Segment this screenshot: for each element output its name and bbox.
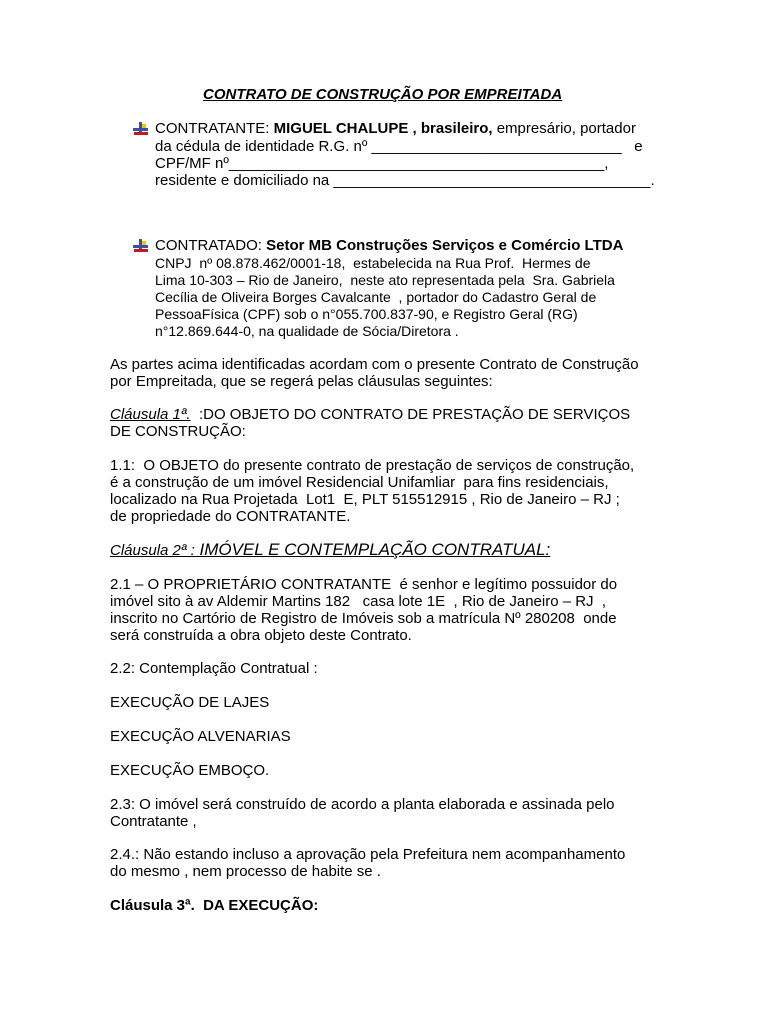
- clausula-1-para-2: é a construção de um imóvel Residencial Unifamliar para fins residenciais,: [110, 474, 609, 491]
- clausula-1-para-3: localizado na Rua Projetada Lot1 E, PLT 515512915 , Rio de Janeiro – RJ ;: [110, 491, 620, 508]
- clausula-2-3-line-1: 2.3: O imóvel será construído de acordo a planta elaborada e assinada pelo: [110, 796, 615, 813]
- clausula-3-heading: Cláusula 3ª. DA EXECUÇÃO:: [110, 897, 319, 914]
- clausula-2-3-line-2: Contratante ,: [110, 813, 197, 830]
- clausula-2-1-line-4: será construída a obra objeto deste Contrato.: [110, 627, 412, 644]
- clausula-1-para-4: de propriedade do CONTRATANTE.: [110, 508, 351, 525]
- bullet-icon: [133, 239, 149, 253]
- clausula-1-para-1: 1.1: O OBJETO do presente contrato de prestação de serviços de construção,: [110, 457, 635, 474]
- contratado-line-2: CNPJ nº 08.878.462/0001-18, estabelecida na Rua Prof. Hermes de: [155, 255, 591, 271]
- contratado-line-5: PessoaFísica (CPF) sob o n°055.700.837-90, e Registro Geral (RG): [155, 306, 578, 322]
- clausula-2-2: 2.2: Contemplação Contratual :: [110, 660, 318, 677]
- bullet-icon: [133, 122, 149, 136]
- clausula-2-4-line-1: 2.4.: Não estando incluso a aprovação pela Prefeitura nem acompanhamento: [110, 846, 626, 863]
- clausula-2-1-line-1: 2.1 – O PROPRIETÁRIO CONTRATANTE é senhor e legítimo possuidor do: [110, 576, 618, 593]
- intro-line-1: As partes acima identificadas acordam com o presente Contrato de Construção: [110, 356, 639, 373]
- contratado-line-1: CONTRATADO: Setor MB Construções Serviços e Comércio LTDA: [155, 237, 624, 254]
- clausula-1-heading: Cláusula 1ª. :DO OBJETO DO CONTRATO DE PRESTAÇÃO DE SERVIÇOS: [110, 406, 631, 423]
- clausula-2-1-line-2: imóvel sito à av Aldemir Martins 182 casa lote 1E , Rio de Janeiro – RJ ,: [110, 593, 607, 610]
- contratado-line-6: n°12.869.644-0, na qualidade de Sócia/Diretora .: [155, 323, 459, 339]
- contratado-line-3: Lima 10-303 – Rio de Janeiro, neste ato representada pela Sra. Gabriela: [155, 272, 615, 288]
- contratante-line-4: residente e domiciliado na ______________________________________.: [155, 172, 655, 189]
- execution-item: EXECUÇÃO DE LAJES: [110, 694, 270, 711]
- intro-line-2: por Empreitada, que se regerá pelas cláusulas seguintes:: [110, 373, 493, 390]
- execution-item: EXECUÇÃO EMBOÇO.: [110, 762, 270, 779]
- execution-item: EXECUÇÃO ALVENARIAS: [110, 728, 291, 745]
- clausula-2-1-line-3: inscrito no Cartório de Registro de Imóveis sob a matrícula Nº 280208 onde: [110, 610, 617, 627]
- contratante-line-2: da cédula de identidade R.G. nº ______________________________ e: [155, 138, 643, 155]
- document-title: CONTRATO DE CONSTRUÇÃO POR EMPREITADA: [203, 86, 563, 103]
- clausula-2-4-line-2: do mesmo , nem processo de habite se .: [110, 863, 381, 880]
- contratante-line-1: CONTRATANTE: MIGUEL CHALUPE , brasileiro, empresário, portador: [155, 120, 636, 137]
- clausula-2-heading: Cláusula 2ª : IMÓVEL E CONTEMPLAÇÃO CONTRATUAL:: [110, 540, 551, 559]
- clausula-1-heading-2: DE CONSTRUÇÃO:: [110, 423, 246, 440]
- contratado-line-4: Cecília de Oliveira Borges Cavalcante , portador do Cadastro Geral de: [155, 289, 597, 305]
- contratante-line-3: CPF/MF nº_____________________________________________,: [155, 155, 609, 172]
